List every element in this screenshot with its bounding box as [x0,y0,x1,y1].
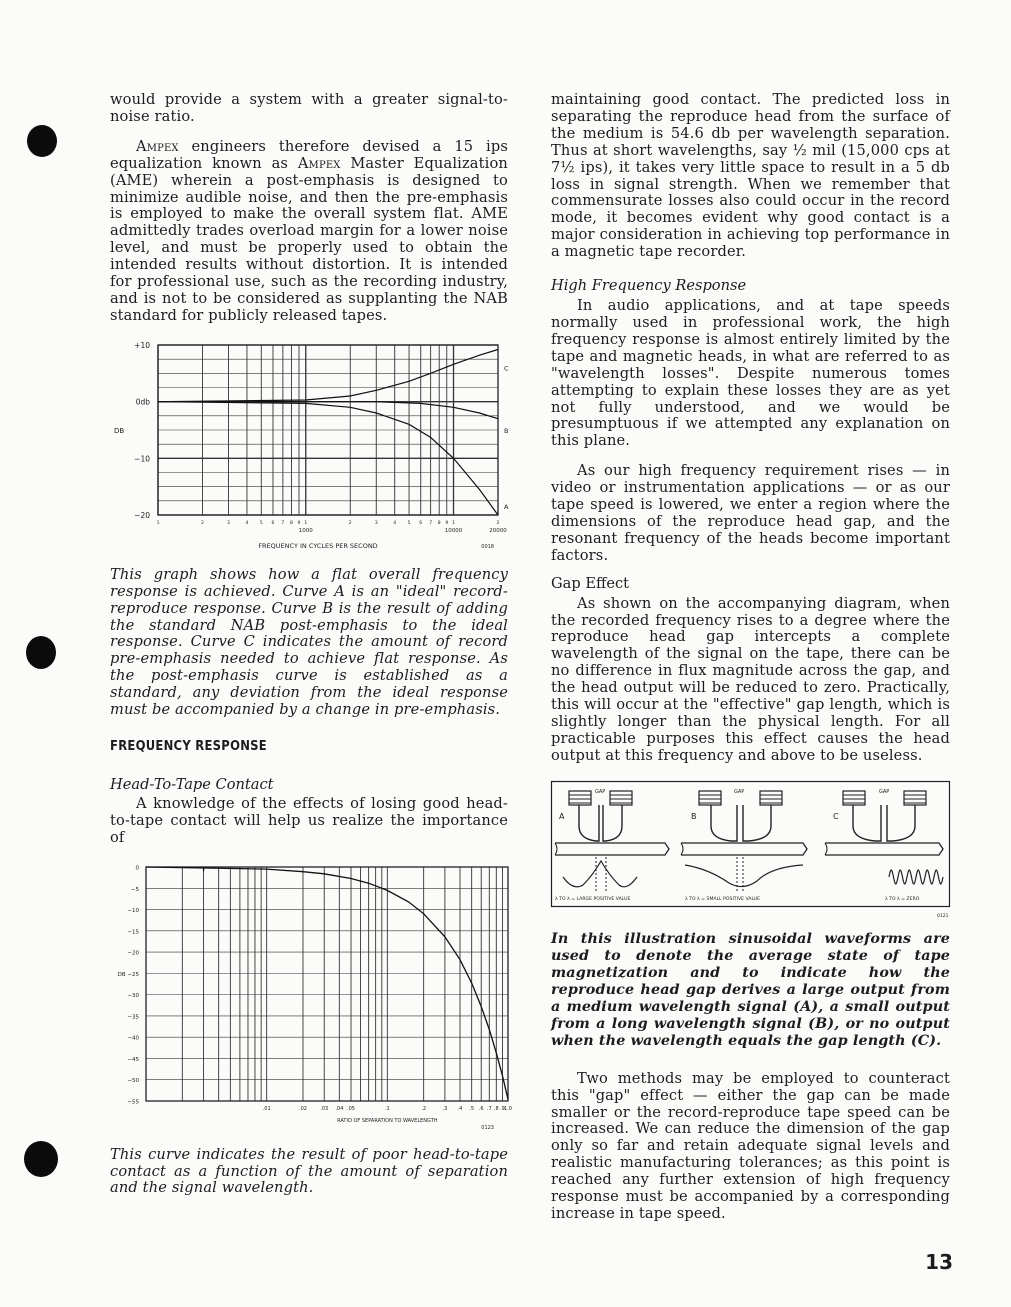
diagram-label-b: B [691,811,697,821]
chart2-xtick-label: .8 [493,1105,499,1112]
chart1-ytick-label: −20 [134,510,150,520]
paragraph-counteract: Two methods may be employed to counteract this "gap" effect — either the gap can be made smaller or the record-reproduce tape speed can be increased. We can reduce the dimension of the gap only so far and retain adequate signal levels and realistic manufacturing tolerances; as this point is reached any further extension of high frequency response must be accompanied by a corresponding increase in tape speed. [551,1069,950,1222]
paragraph-ame-text-b: Master Equalization (AME) wherein a post-emphasis is designed to minimize audible noise, and then the pre-emphasis is employed to make the overall system flat. AME admittedly trades overload margin for a lower noise level, and must be properly used to obtain the intended results without distortion. It is intended for professional use, such as the recording industry, and is not to be considered as supplanting the NAB standard for publicly released tapes. [110,154,508,324]
chart2-xtick-label: .03 [320,1105,329,1112]
paragraph-ame [110,139,508,325]
chart2-xtick-label: .2 [421,1105,427,1112]
binding-hole-bottom [24,1141,58,1177]
chart1-minor-tick: 5 [259,520,263,526]
left-column [110,91,512,1197]
chart2-ytick-label: −5 [130,886,139,893]
chart1-minor-tick: 3 [374,520,378,526]
heading-frequency-response: FREQUENCY RESPONSE [110,737,267,754]
diagram-caption-c: λ TO λ = ZERO [885,896,920,902]
chart1-minor-tick: 7 [429,520,433,526]
chart2-ytick-label: −20 [127,950,139,957]
chart2-frame [146,867,508,1101]
page-number: 13 [925,1250,953,1274]
chart1-minor-tick: 9 [445,520,449,526]
chart1-curve-label-B: B [504,426,509,435]
caption-gap-illustration: In this illustration sinusoidal waveforms are used to denote the average state of tape magnetization and to indicate how the reproduce head gap derives a large output from a medium wavelength signal (A), a small output from a long wavelength signal (B), or no output when the wavelength equals the gap length (C). [551,930,950,1049]
diagram-frame [552,781,950,906]
chart1-minor-tick: 2 [201,520,204,526]
binding-hole-top [27,125,57,157]
diagram-caption-b: λ TO λ = SMALL POSITIVE VALUE [685,896,761,902]
chart2-xtick-label: .01 [262,1105,271,1112]
diagram-fig-code: 0121 [937,913,949,919]
paragraph-video: As our high frequency requirement rises — in video or instrumentation applications — or as our tape speed is lowered, we enter a region where the dimensions of the reproduce head gap, and the resonant frequency of the heads become important factors. [551,462,950,564]
chart2-series-loss [146,867,508,1099]
chart1-xlabel: FREQUENCY IN CYCLES PER SECOND [258,541,378,550]
chart2-ytick-label: −30 [127,992,139,999]
chart2-xtick-label: .6 [478,1105,484,1112]
diagram-wave-c [889,870,943,884]
chart1-minor-tick: 9 [297,520,301,526]
chart2-ytick-label: 0 [135,865,139,872]
frequency-response-chart [110,339,508,559]
caption-frequency-graph: This graph shows how a flat overall frequency response is achieved. Curve A is an "ideal" record-reproduce response. Curve B is the result of adding the standard NAB post-emphasis to the ideal response. Curve C indicates the amount of record pre-emphasis needed to achieve flat response. As the post-emphasis curve is established as a standard, any deviation from the ideal response must be accompanied by a change in pre-emphasis. [110,565,508,719]
brand-ampex-2: Ampex [297,154,341,172]
chart2-xtick-label: .3 [442,1105,448,1112]
paragraph-audio: In audio applications, and at tape speeds normally used in professional work, the high frequency response is almost entirely limited by the tape and magnetic heads, in what are referred to as "wavelength losses". Despite numerous tomes attempting to explain these losses they are as yet not fully understood, and we would be presumptuous if we attempted any explanation on this plane. [551,297,950,450]
subheading-high-frequency: High Frequency Response [551,277,747,295]
chart2-xtick-label: .9 [500,1105,505,1112]
diagram-panel-c [825,789,943,902]
chart1-minor-tick: 2 [348,520,352,526]
chart1-fig-code: 0018 [481,543,494,550]
separation-loss-chart [110,859,512,1141]
chart2-ytick-label: −45 [127,1056,139,1063]
chart1-minor-tick: 8 [437,520,441,526]
paragraph-snr: would provide a system with a greater signal-to-noise ratio. [110,91,508,125]
chart2-xlabel: RATIO OF SEPARATION TO WAVELENGTH [337,1117,438,1124]
gap-label-b: GAP [734,788,745,795]
chart2-ytick-label: −10 [127,907,139,914]
brand-ampex: Ampex [136,137,179,155]
chart2-ytick-label: −40 [127,1035,139,1042]
caption-separation-curve: This curve indicates the result of poor head-to-tape contact as a function of the amount of separation and the signal wavelength. [110,1145,508,1197]
chart1-minor-tick: 7 [281,520,285,526]
chart2-ytick-label: DB −25 [117,971,139,978]
chart1-xtick-label: 10000 [444,527,463,534]
chart2-xtick-label: .1 [384,1105,390,1112]
chart2-xtick-label: .4 [457,1105,463,1112]
diagram-panel-b [681,789,807,902]
chart1-curve-label-C: C [504,364,509,373]
chart1-minor-tick: 6 [419,520,423,526]
chart1-minor-tick: 4 [245,520,249,526]
chart1-minor-tick: 2 [496,520,500,526]
chart2-xtick-label: .5 [469,1105,475,1112]
chart1-ytick-label: +10 [134,340,150,350]
gap-label-c: GAP [879,788,890,795]
chart1-minor-tick: 1 [304,520,308,526]
chart1-xtick-label: 20000 [489,527,507,534]
chart2-xtick-label: .02 [299,1105,307,1112]
subheading-head-to-tape: Head-To-Tape Contact [110,775,274,793]
chart1-xtick-label: 1000 [298,527,313,534]
paragraph-ame-text-a: engineers therefore devised a 15 ips equalization known as [110,137,508,172]
paragraph-gap: As shown on the accompanying diagram, when the recorded frequency rises to a degree where the reproduce head gap intercepts a complete wavelength of the signal on the tape, there can be no difference in flux magnitude across the gap, and the head output will be reduced to zero. Practically, this will occur at the "effective" gap length, which is slightly longer than the physical length. For all practicable purposes this effect causes the head output at this frequency and above to be useless. [551,594,950,764]
chart1-minor-tick: 5 [407,520,411,526]
chart2-xtick-label: .04 [335,1105,344,1112]
chart1-minor-tick: 6 [271,520,275,526]
paragraph-contact: maintaining good contact. The predicted loss in separating the reproduce head from the surface of the medium is 54.6 db per wavelength separation. Thus at short wavelengths, say ½ mil (15,000 cps at 7½ ips), it takes very little space to result in a 5 db loss in signal strength. When we remember that commensurate losses also could occur in the record mode, it becomes evident why good contact is a major consideration in achieving top performance in a magnetic tape recorder. [551,91,950,261]
chart2-ytick-label: −50 [127,1077,139,1084]
chart2-ytick-label: −15 [127,928,139,935]
gap-effect-diagram [551,781,950,921]
chart2-xtick-label: .7 [486,1105,492,1112]
diagram-label-c: C [833,811,839,821]
subheading-gap-effect: Gap Effect [551,574,630,592]
chart1-minor-tick: 1 [156,520,160,526]
binding-hole-middle [26,636,56,669]
chart1-curve-label-A: A [504,502,509,511]
chart1-grid [158,345,498,515]
chart1-minor-tick: 8 [290,520,293,526]
chart1-minor-tick: 3 [227,520,230,526]
chart1-ytick-label: 0db [135,397,150,407]
chart1-minor-tick: 1 [452,520,455,526]
diagram-label-a: A [559,811,565,821]
chart2-fig-code: 0123 [481,1124,494,1131]
gap-label-a: GAP [595,788,606,795]
paragraph-head-to-tape: A knowledge of the effects of losing good head-to-tape contact will help us realize the importance of [110,794,508,846]
chart1-ytick-label: −10 [134,454,150,464]
chart2-ytick-label: −55 [127,1099,139,1106]
diagram-panel-a [555,789,669,902]
chart1-minor-tick: 4 [393,520,397,526]
chart2-grid [146,867,508,1101]
diagram-caption-a: λ TO λ = LARGE POSITIVE VALUE [555,896,631,902]
chart2-xtick-label: 1.0 [504,1105,512,1112]
chart2-xtick-label: .05 [347,1105,355,1112]
right-column [551,92,950,1223]
chart2-ytick-label: −35 [127,1014,139,1021]
chart1-ylabel: DB [114,426,125,435]
